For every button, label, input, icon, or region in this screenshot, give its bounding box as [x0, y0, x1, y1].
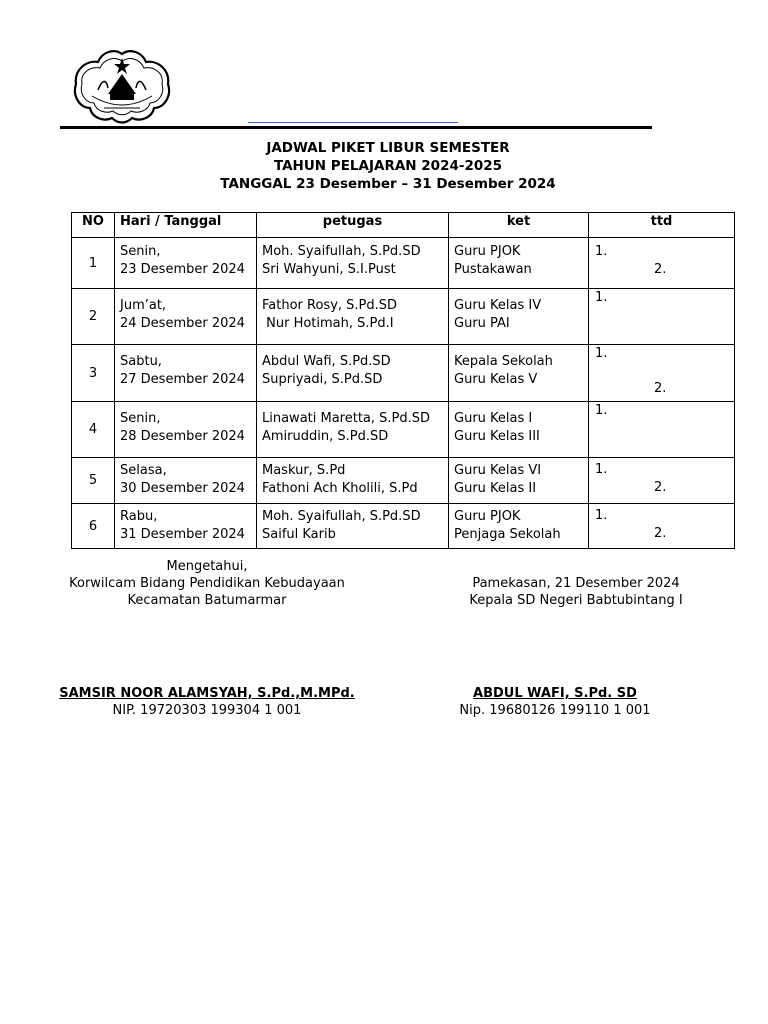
left-ack-line-1: Mengetahui,: [166, 559, 248, 574]
row-day: Selasa,: [120, 463, 167, 478]
row-role-2: Guru Kelas II: [454, 481, 537, 496]
left-signatory-name: SAMSIR NOOR ALAMSYAH, S.Pd.,M.MPd.: [59, 686, 355, 701]
header-blue-line: [248, 122, 458, 123]
left-signatory-nip: NIP. 19720303 199304 1 001: [112, 703, 302, 718]
header-day: Hari / Tanggal: [115, 213, 257, 238]
row-role-1: Guru Kelas IV: [454, 298, 542, 313]
header-rule: [60, 126, 652, 129]
signature-slot-1: 1.: [595, 462, 608, 477]
row-no: 3: [72, 345, 115, 402]
row-officer-2: Fathoni Ach Kholili, S.Pd: [262, 481, 418, 496]
row-no: 5: [72, 458, 115, 504]
regency-seal-logo: [68, 44, 176, 126]
row-role-2: Guru PAI: [454, 316, 510, 331]
right-line-2: Kepala SD Negeri Babtubintang I: [469, 593, 683, 608]
right-signatory-name: ABDUL WAFI, S.Pd. SD: [473, 686, 637, 701]
row-role-2: Guru Kelas V: [454, 372, 538, 387]
signature-slot-1: 1.: [595, 290, 608, 305]
row-day: Jum’at,: [120, 298, 167, 313]
table-row: [72, 458, 735, 504]
table-row: [72, 402, 735, 458]
left-signatory: [38, 685, 376, 719]
row-date: 30 Desember 2024: [120, 481, 245, 496]
schedule-table: [71, 212, 735, 549]
right-line-1: Pamekasan, 21 Desember 2024: [472, 576, 680, 591]
row-officer-1: Fathor Rosy, S.Pd.SD: [262, 298, 398, 313]
row-role-1: Guru PJOK: [454, 244, 521, 259]
row-date: 23 Desember 2024: [120, 262, 245, 277]
row-role-1: Kepala Sekolah: [454, 354, 553, 369]
row-date: 24 Desember 2024: [120, 316, 245, 331]
document-title: [0, 139, 768, 193]
left-acknowledgement: [52, 558, 362, 609]
header-ket: ket: [449, 213, 589, 238]
title-line-2: TAHUN PELAJARAN 2024-2025: [273, 158, 503, 174]
row-role-2: Penjaga Sekolah: [454, 527, 561, 542]
right-place-date: [436, 575, 716, 609]
header-ttd: ttd: [589, 213, 735, 238]
signature-slot-2: 2.: [654, 480, 667, 495]
table-row: [72, 345, 735, 402]
row-role-2: Pustakawan: [454, 262, 532, 277]
row-officer-2: Sri Wahyuni, S.I.Pust: [262, 262, 396, 277]
row-no: 4: [72, 402, 115, 458]
row-officer-1: Moh. Syaifullah, S.Pd.SD: [262, 244, 421, 259]
row-date: 28 Desember 2024: [120, 429, 245, 444]
signature-slot-2: 2.: [654, 381, 667, 396]
row-day: Senin,: [120, 244, 161, 259]
signature-slot-1: 1.: [595, 346, 608, 361]
left-ack-line-3: Kecamatan Batumarmar: [127, 593, 287, 608]
row-officer-1: Moh. Syaifullah, S.Pd.SD: [262, 509, 421, 524]
signature-slot-1: 1.: [595, 508, 608, 523]
row-officer-1: Abdul Wafi, S.Pd.SD: [262, 354, 391, 369]
signature-slot-2: 2.: [654, 262, 667, 277]
table-row: [72, 504, 735, 549]
row-officer-2: Supriyadi, S.Pd.SD: [262, 372, 383, 387]
row-no: 1: [72, 238, 115, 289]
row-officer-2: Amiruddin, S.Pd.SD: [262, 429, 389, 444]
signature-slot-2: 2.: [654, 526, 667, 541]
row-role-2: Guru Kelas III: [454, 429, 540, 444]
row-role-1: Guru Kelas VI: [454, 463, 542, 478]
right-signatory-nip: Nip. 19680126 199110 1 001: [459, 703, 651, 718]
row-officer-2: Saiful Karib: [262, 527, 336, 542]
table-header-row: [72, 213, 735, 238]
row-date: 31 Desember 2024: [120, 527, 245, 542]
row-day: Senin,: [120, 411, 161, 426]
title-line-3: TANGGAL 23 Desember – 31 Desember 2024: [220, 176, 556, 192]
row-no: 6: [72, 504, 115, 549]
left-ack-line-2: Korwilcam Bidang Pendidikan Kebudayaan: [69, 576, 345, 591]
title-line-1: JADWAL PIKET LIBUR SEMESTER: [266, 140, 510, 156]
table-row: [72, 289, 735, 345]
signature-slot-1: 1.: [595, 244, 608, 259]
row-officer-1: Linawati Maretta, S.Pd.SD: [262, 411, 431, 426]
row-officer-2: Nur Hotimah, S.Pd.I: [262, 316, 394, 331]
row-role-1: Guru Kelas I: [454, 411, 533, 426]
header-petugas: petugas: [257, 213, 449, 238]
row-day: Sabtu,: [120, 354, 162, 369]
row-officer-1: Maskur, S.Pd: [262, 463, 346, 478]
row-no: 2: [72, 289, 115, 345]
signature-slot-1: 1.: [595, 403, 608, 418]
row-day: Rabu,: [120, 509, 158, 524]
row-date: 27 Desember 2024: [120, 372, 245, 387]
header-no: NO: [72, 213, 115, 238]
right-signatory: [430, 685, 680, 719]
row-role-1: Guru PJOK: [454, 509, 521, 524]
table-row: [72, 238, 735, 289]
